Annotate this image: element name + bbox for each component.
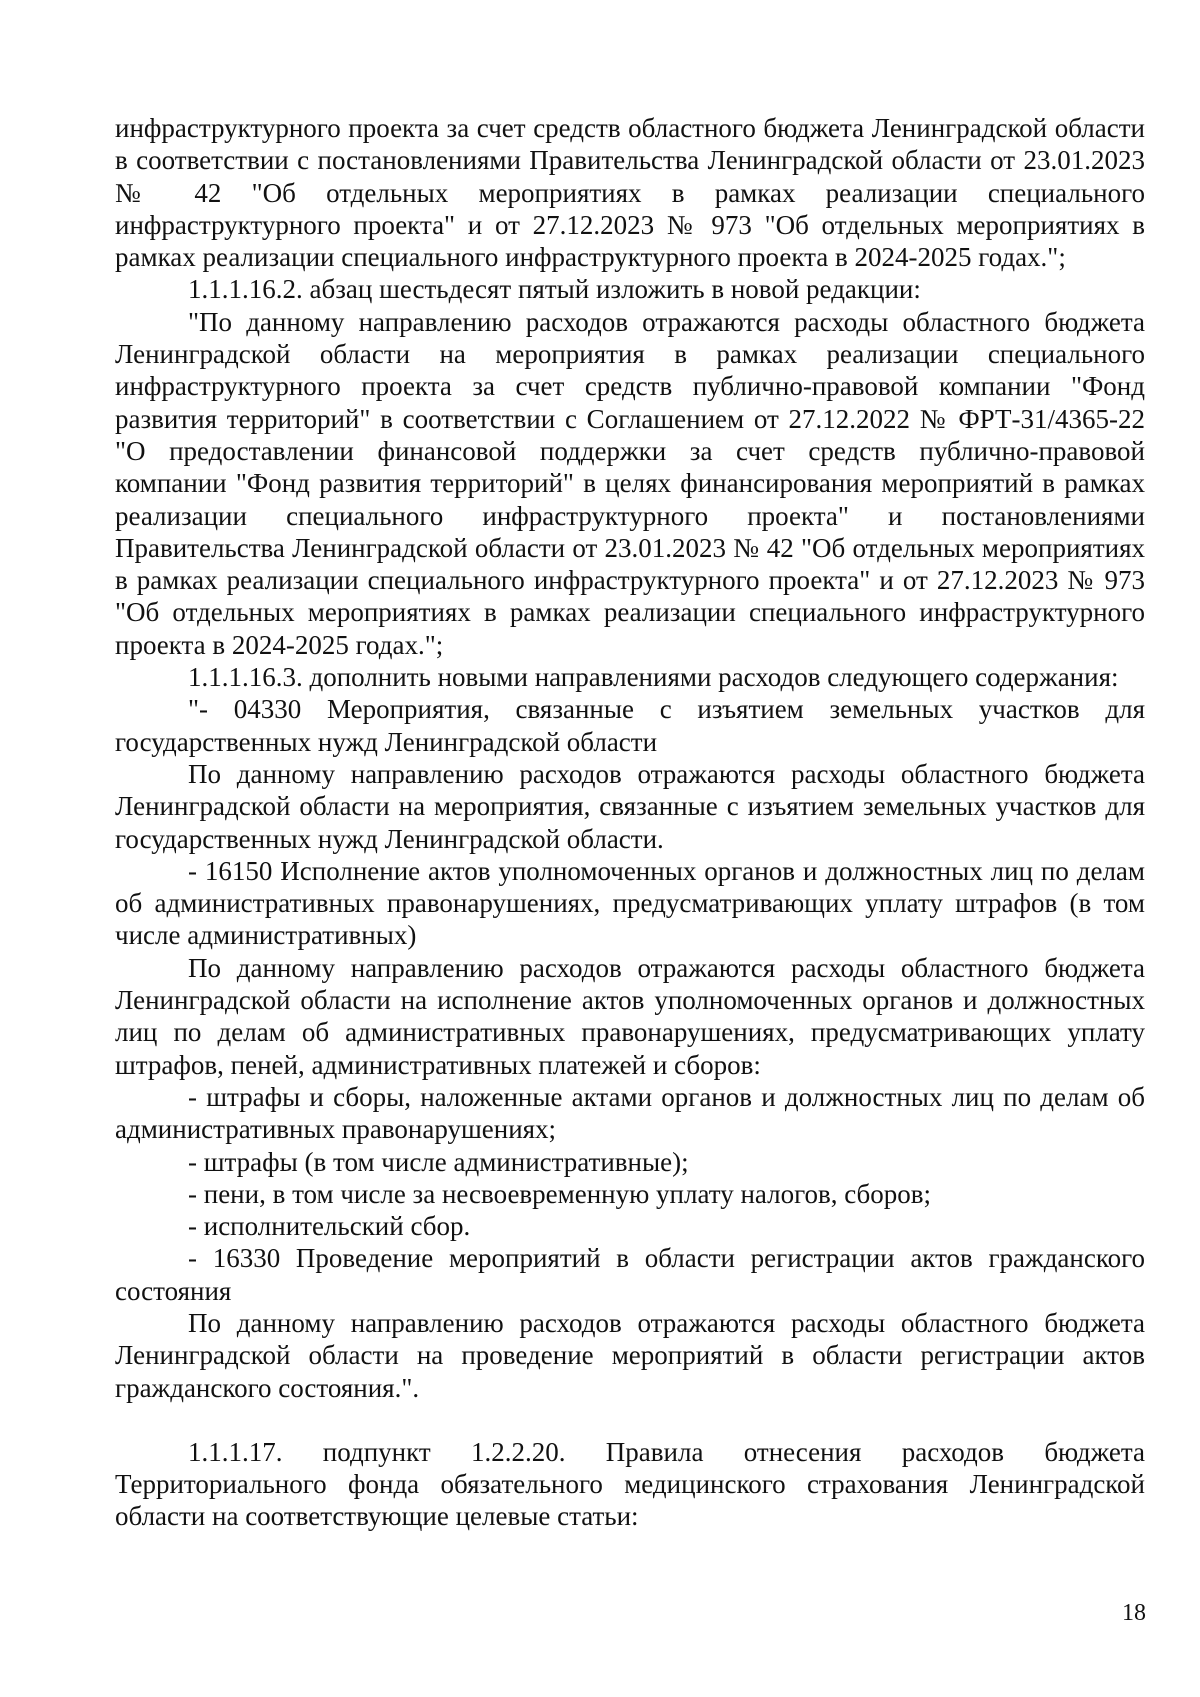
paragraph-16150-description: По данному направлению расходов отражаются расходы областного бюджета Ленинградской области на исполнение актов уполномоченных органов и должностных лиц по делам об административных правонарушениях, предусматривающих уплату штрафов, пеней, административных платежей и сборов: bbox=[115, 952, 1145, 1080]
paragraph-item-1-1-1-16-2: 1.1.1.16.2. абзац шестьдесят пятый изложить в новой редакции: bbox=[188, 274, 921, 305]
paragraph-16330-description: По данному направлению расходов отражаются расходы областного бюджета Ленинградской области на проведение мероприятий в области регистрации актов гражданского состояния.". bbox=[115, 1307, 1145, 1403]
paragraph-item-1-1-1-17: 1.1.1.17. подпункт 1.2.2.20. Правила отнесения расходов бюджета Территориального фонда обязательного медицинского страхования Ленинградской области на соответствующие целевые статьи: bbox=[115, 1436, 1145, 1532]
paragraph-04330-heading: "- 04330 Мероприятия, связанные с изъятием земельных участков для государственных нужд Ленинградской области bbox=[115, 694, 1145, 757]
list-item-enforcement-fee: - исполнительский сбор. bbox=[188, 1211, 471, 1242]
paragraph-04330-description: По данному направлению расходов отражаются расходы областного бюджета Ленинградской области на мероприятия, связанные с изъятием земельных участков для государственных нужд Ленинградской области. bbox=[115, 758, 1145, 854]
paragraph-new-wording: "По данному направлению расходов отражаются расходы областного бюджета Ленинградской области на мероприятия в рамках реализации специального инфраструктурного проекта за счет средств публично-правовой компании "Фонд развития территорий" в соответствии с Соглашением от 27.12.2022 № ФРТ-31/4365-22 "О предоставлении финансовой поддержки за счет средств публично-правовой компании "Фонд развития территорий" в целях финансирования мероприятий в рамках реализации специального инфраструктурного проекта" и постановлениями Правительства Ленинградской области от 23.01.2023 № 42 "Об отдельных мероприятиях в рамках реализации специального инфраструктурного проекта" и от 27.12.2023 № 973 "Об отдельных мероприятиях в рамках реализации специального инфраструктурного проекта в 2024-2025 годах."; bbox=[115, 306, 1145, 660]
paragraph-item-1-1-1-16-3: 1.1.1.16.3. дополнить новыми направлениями расходов следующего содержания: bbox=[188, 662, 1119, 693]
paragraph-16150-heading: - 16150 Исполнение актов уполномоченных органов и должностных лиц по делам об административных правонарушениях, предусматривающих уплату штрафов (в том числе административных) bbox=[115, 855, 1145, 951]
document-body bbox=[115, 112, 1145, 1533]
list-item-fines: - штрафы (в том числе административные); bbox=[188, 1146, 689, 1177]
paragraph-16330-heading: - 16330 Проведение мероприятий в области регистрации актов гражданского состояния bbox=[115, 1243, 1145, 1306]
page-number: 18 bbox=[1122, 1600, 1146, 1626]
list-item-penalties: - пени, в том числе за несвоевременную уплату налогов, сборов; bbox=[188, 1178, 932, 1209]
paragraph-spacer bbox=[115, 1404, 1145, 1436]
paragraph-continuation: инфраструктурного проекта за счет средств областного бюджета Ленинградской области в соответствии с постановлениями Правительства Ленинградской области от 23.01.2023 № 42 "Об отдельных мероприятиях в рамках реализации специального инфраструктурного проекта" и от 27.12.2023 № 973 "Об отдельных мероприятиях в рамках реализации специального инфраструктурного проекта в 2024-2025 годах."; bbox=[115, 113, 1145, 273]
list-item-fines-and-fees: - штрафы и сборы, наложенные актами органов и должностных лиц по делам об административных правонарушениях; bbox=[115, 1081, 1145, 1145]
